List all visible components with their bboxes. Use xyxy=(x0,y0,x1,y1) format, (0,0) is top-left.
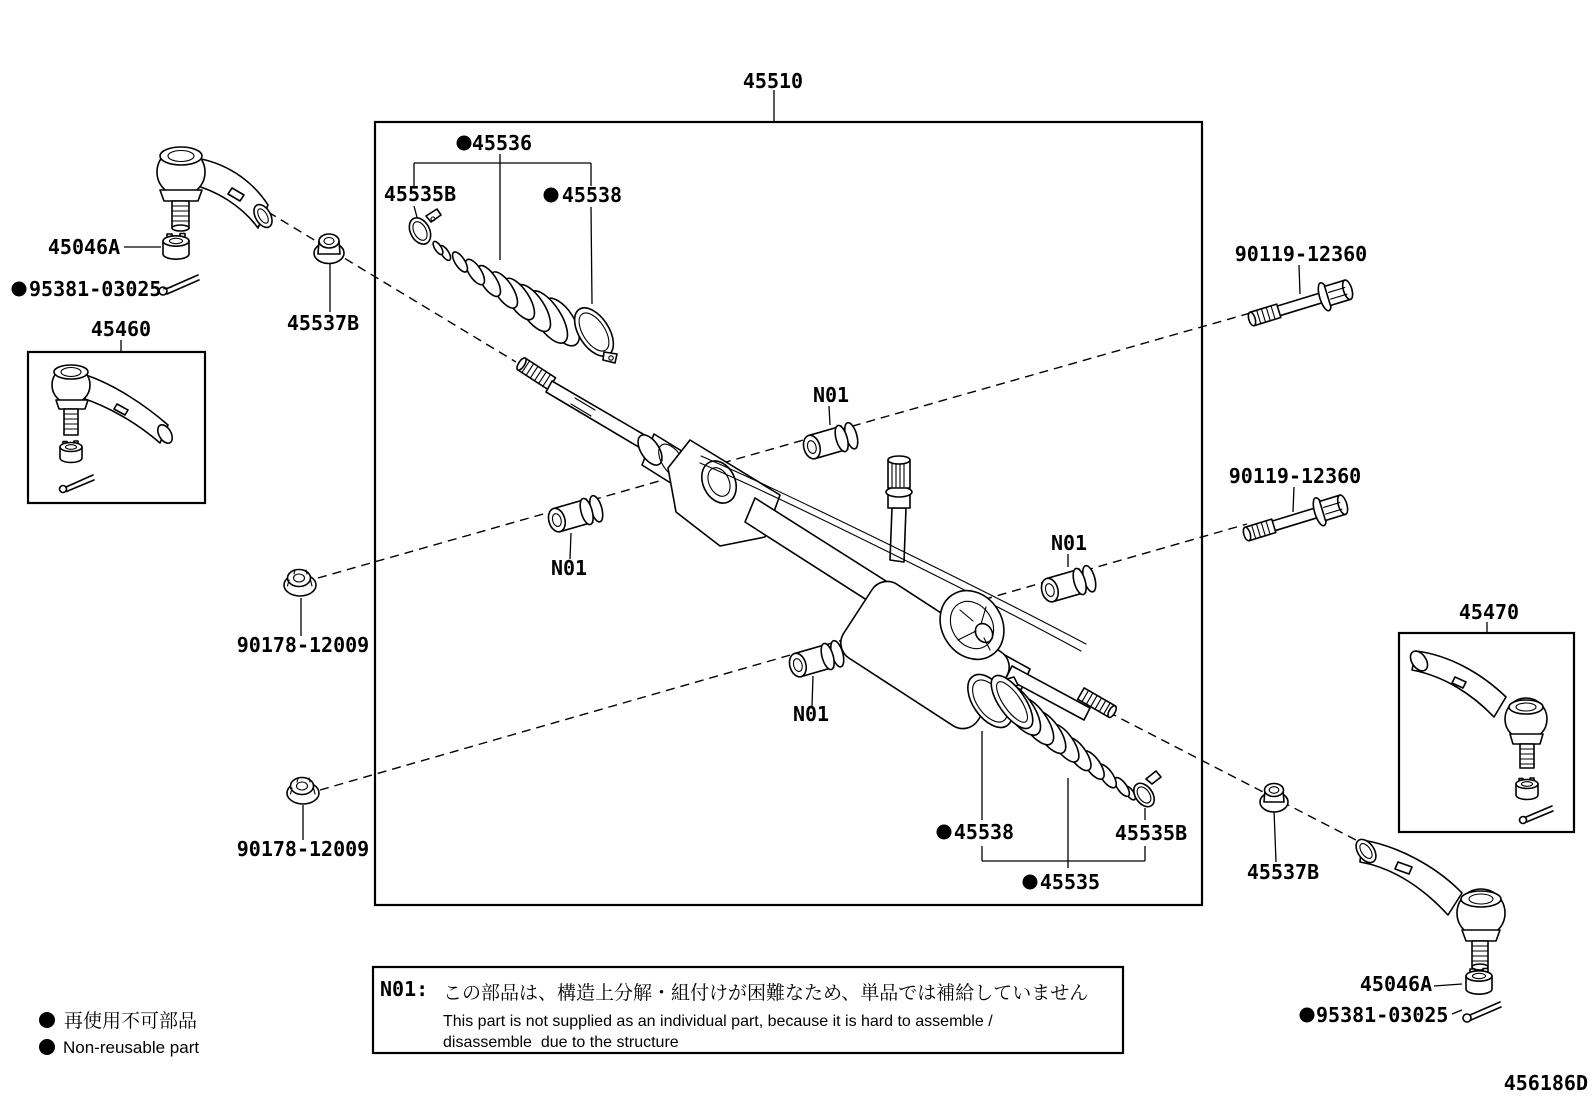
note-text-jp: この部品は、構造上分解・組付けが困難なため、単品では補給していません xyxy=(443,982,1089,1004)
note-text xyxy=(380,977,1088,1051)
cotter-pin-rh-kit xyxy=(1520,806,1554,824)
label-45536: 45536 xyxy=(471,131,533,155)
label-45537B-top: 45537B xyxy=(286,311,360,335)
label-95381-left: 95381-03025 xyxy=(29,277,162,301)
bullet-95381-right xyxy=(1300,1008,1315,1023)
legend-text-jp: 再使用不可部品 xyxy=(64,1010,198,1032)
label-45046A-left: 45046A xyxy=(47,235,121,259)
bullet-45535 xyxy=(1023,875,1038,890)
label-90178-bottom: 90178-12009 xyxy=(236,837,370,861)
label-45510: 45510 xyxy=(742,69,804,93)
castle-nut-lh-kit xyxy=(60,441,82,463)
label-N01-left: N01 xyxy=(550,556,588,580)
cotter-pin-left xyxy=(159,275,199,295)
label-95381-right: 95381-03025 xyxy=(1316,1003,1449,1027)
cotter-pin-lh-kit xyxy=(60,475,95,493)
legend-bullet-en xyxy=(39,1039,55,1055)
label-N01-right: N01 xyxy=(1050,531,1088,555)
mount-bushing-left xyxy=(545,494,605,535)
label-90178-top: 90178-12009 xyxy=(236,633,370,657)
main-assembly-box xyxy=(375,122,1202,905)
non-reusable-bullets xyxy=(12,136,1315,1056)
mount-bushing-right xyxy=(1038,564,1098,605)
cotter-pin-right xyxy=(1463,1002,1501,1022)
note-ref-label: N01: xyxy=(380,977,429,1001)
pinion-input-shaft xyxy=(886,456,912,562)
label-45460: 45460 xyxy=(90,317,152,341)
legend-text-en: Non-reusable part xyxy=(63,1038,200,1057)
label-45538-bottom: 45538 xyxy=(953,820,1015,844)
label-N01-top: N01 xyxy=(812,383,850,407)
boot-clamp-small-bottom xyxy=(1130,771,1161,811)
label-90119-bottom: 90119-12360 xyxy=(1228,464,1362,488)
castle-nut-left xyxy=(163,234,189,260)
label-45538-top: 45538 xyxy=(561,183,623,207)
tie-rod-end-bottom-right xyxy=(1352,836,1505,970)
bullet-45536 xyxy=(457,136,472,151)
bullet-45538-bottom xyxy=(937,825,952,840)
tie-rod-end-top-left xyxy=(157,147,276,231)
note-text-en-line1: This part is not supplied as an individual part, because it is hard to assemble / xyxy=(443,1013,993,1030)
lock-nut-top-left xyxy=(314,234,344,264)
label-45470: 45470 xyxy=(1458,600,1520,624)
mount-nut-top xyxy=(284,570,316,597)
figure-code: 456186D xyxy=(1503,1071,1588,1095)
label-45535B-bottom: 45535B xyxy=(1114,821,1188,845)
label-45535B-top: 45535B xyxy=(383,182,457,206)
mount-bolt-bottom xyxy=(1240,490,1351,549)
label-N01-bottom: N01 xyxy=(792,702,830,726)
steering-rack-boot-bottom xyxy=(984,669,1138,801)
mount-bolt-top xyxy=(1245,275,1356,334)
bullet-95381-left xyxy=(12,282,27,297)
threaded-stud xyxy=(172,201,189,231)
legend xyxy=(63,1010,199,1057)
mount-bushing-bottom xyxy=(786,639,846,680)
lock-nut-bottom-right xyxy=(1260,784,1288,813)
label-90119-top: 90119-12360 xyxy=(1234,242,1368,266)
label-45537B-bottom: 45537B xyxy=(1246,860,1320,884)
inner-tie-rod-left xyxy=(515,357,648,449)
mount-bushing-top xyxy=(800,421,860,462)
note-text-en-line2: disassemble due to the structure xyxy=(443,1034,679,1051)
legend-bullet-jp xyxy=(39,1012,55,1028)
mount-nut-bottom xyxy=(287,778,319,805)
tie-rod-end-rh-kit xyxy=(1407,648,1553,824)
bullet-45538-top xyxy=(544,188,559,203)
label-45046A-right: 45046A xyxy=(1359,972,1433,996)
castle-nut-right xyxy=(1466,969,1492,995)
assembly-axis-dashed-lines xyxy=(268,212,1356,840)
tie-rod-end-lh-kit xyxy=(52,365,175,493)
label-45535: 45535 xyxy=(1039,870,1101,894)
steering-gear-assembly xyxy=(515,357,1118,736)
steering-rack-boot-top xyxy=(431,240,586,352)
castle-nut-rh-kit xyxy=(1516,778,1538,800)
